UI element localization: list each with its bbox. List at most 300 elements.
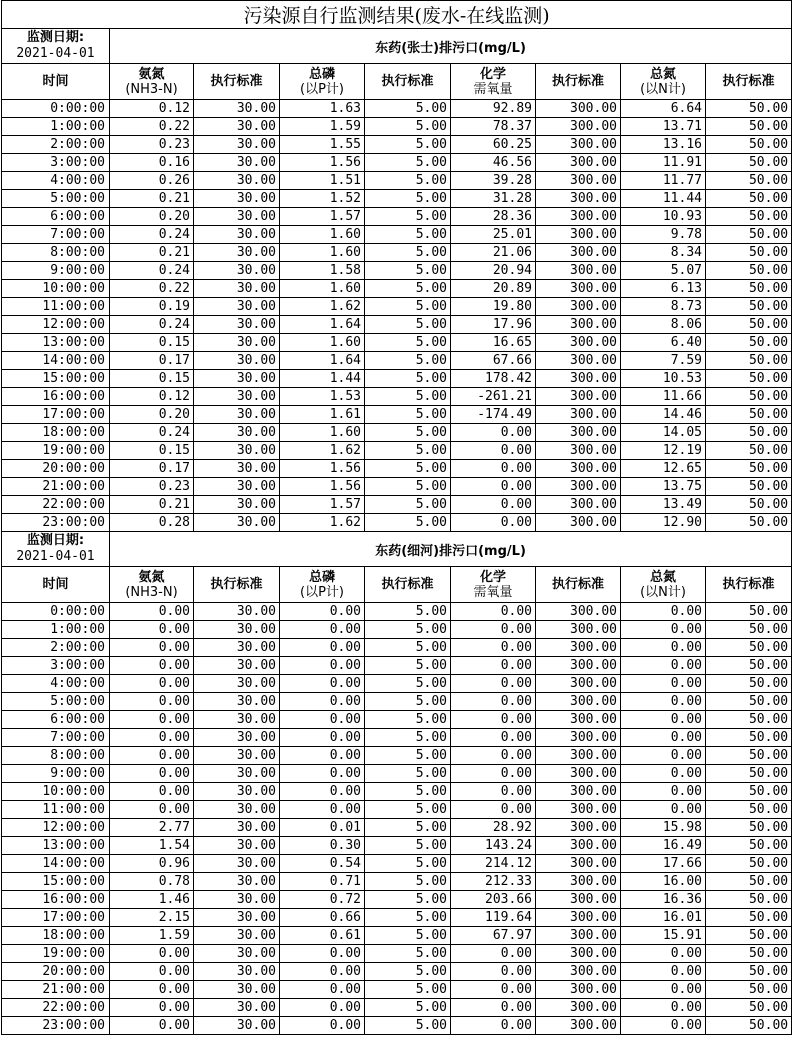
total-p-cell: 0.00 bbox=[280, 603, 365, 621]
nh3n-cell: 0.17 bbox=[110, 352, 194, 370]
table-row bbox=[2, 711, 792, 729]
total-n-standard-cell: 50.00 bbox=[706, 190, 792, 208]
table-row bbox=[2, 100, 792, 118]
column-header-line2: (以N计) bbox=[640, 584, 686, 600]
time-cell: 7:00:00 bbox=[2, 226, 110, 244]
total-p-standard-cell: 5.00 bbox=[365, 496, 451, 514]
cod-standard-cell: 300.00 bbox=[536, 262, 621, 280]
time-cell: 8:00:00 bbox=[2, 244, 110, 262]
time-cell: 18:00:00 bbox=[2, 424, 110, 442]
total-n-standard-cell: 50.00 bbox=[706, 280, 792, 298]
time-cell: 9:00:00 bbox=[2, 262, 110, 280]
nh3n-standard-cell: 30.00 bbox=[194, 334, 280, 352]
nh3n-cell: 0.22 bbox=[110, 118, 194, 136]
time-cell: 16:00:00 bbox=[2, 388, 110, 406]
table-row bbox=[2, 136, 792, 154]
cod-cell: 0.00 bbox=[451, 693, 536, 711]
cod-standard-cell: 300.00 bbox=[536, 693, 621, 711]
total-p-standard-cell: 5.00 bbox=[365, 298, 451, 316]
table-row bbox=[2, 891, 792, 909]
total-n-standard-cell: 50.00 bbox=[706, 657, 792, 675]
nh3n-cell: 0.12 bbox=[110, 388, 194, 406]
total-n-cell: 12.65 bbox=[621, 460, 706, 478]
cod-standard-cell: 300.00 bbox=[536, 370, 621, 388]
outlet-name: 东药(细河)排污口(mg/L) bbox=[110, 532, 792, 567]
total-n-cell: 14.46 bbox=[621, 406, 706, 424]
total-n-cell: 13.75 bbox=[621, 478, 706, 496]
nh3n-standard-cell: 30.00 bbox=[194, 298, 280, 316]
total-p-cell: 1.62 bbox=[280, 298, 365, 316]
cod-standard-cell: 300.00 bbox=[536, 190, 621, 208]
total-n-standard-cell: 50.00 bbox=[706, 1017, 792, 1035]
nh3n-standard-cell: 30.00 bbox=[194, 1017, 280, 1035]
total-p-standard-cell: 5.00 bbox=[365, 370, 451, 388]
total-p-standard-cell: 5.00 bbox=[365, 100, 451, 118]
table-row bbox=[2, 819, 792, 837]
column-header-nh3n bbox=[110, 64, 194, 100]
monitoring-date-value: 2021-04-01 bbox=[16, 46, 95, 61]
column-header-line1: 时间 bbox=[42, 74, 69, 89]
total-n-cell: 11.66 bbox=[621, 388, 706, 406]
cod-standard-cell: 300.00 bbox=[536, 639, 621, 657]
cod-cell: 39.28 bbox=[451, 172, 536, 190]
time-cell: 0:00:00 bbox=[2, 603, 110, 621]
total-n-standard-cell: 50.00 bbox=[706, 747, 792, 765]
total-p-cell: 0.54 bbox=[280, 855, 365, 873]
cod-standard-cell: 300.00 bbox=[536, 909, 621, 927]
time-cell: 6:00:00 bbox=[2, 711, 110, 729]
nh3n-standard-cell: 30.00 bbox=[194, 136, 280, 154]
time-cell: 3:00:00 bbox=[2, 154, 110, 172]
nh3n-standard-cell: 30.00 bbox=[194, 406, 280, 424]
column-header-line2: (NH3-N) bbox=[125, 81, 178, 97]
table-row bbox=[2, 855, 792, 873]
total-p-cell: 1.58 bbox=[280, 262, 365, 280]
total-n-cell: 13.49 bbox=[621, 496, 706, 514]
table-row bbox=[2, 514, 792, 532]
cod-cell: -261.21 bbox=[451, 388, 536, 406]
nh3n-standard-cell: 30.00 bbox=[194, 460, 280, 478]
total-p-cell: 1.56 bbox=[280, 460, 365, 478]
column-header-nh3n bbox=[110, 567, 194, 603]
total-p-cell: 0.66 bbox=[280, 909, 365, 927]
total-n-cell: 10.93 bbox=[621, 208, 706, 226]
nh3n-standard-cell: 30.00 bbox=[194, 316, 280, 334]
column-header-total-n-standard bbox=[706, 567, 792, 603]
cod-cell: 60.25 bbox=[451, 136, 536, 154]
total-p-standard-cell: 5.00 bbox=[365, 711, 451, 729]
total-n-cell: 6.64 bbox=[621, 100, 706, 118]
nh3n-cell: 0.26 bbox=[110, 172, 194, 190]
column-header-nh3n-standard bbox=[194, 64, 280, 100]
cod-cell: 46.56 bbox=[451, 154, 536, 172]
total-n-standard-cell: 50.00 bbox=[706, 262, 792, 280]
total-n-standard-cell: 50.00 bbox=[706, 406, 792, 424]
column-header-cod-standard bbox=[536, 567, 621, 603]
column-header-line1: 总氮 bbox=[649, 66, 676, 82]
total-p-cell: 1.56 bbox=[280, 478, 365, 496]
cod-cell: 28.92 bbox=[451, 819, 536, 837]
nh3n-standard-cell: 30.00 bbox=[194, 100, 280, 118]
cod-standard-cell: 300.00 bbox=[536, 208, 621, 226]
total-n-standard-cell: 50.00 bbox=[706, 208, 792, 226]
table-row bbox=[2, 370, 792, 388]
column-header-line1: 时间 bbox=[42, 577, 69, 592]
total-p-cell: 0.00 bbox=[280, 711, 365, 729]
total-n-cell: 6.13 bbox=[621, 280, 706, 298]
cod-standard-cell: 300.00 bbox=[536, 855, 621, 873]
cod-standard-cell: 300.00 bbox=[536, 1017, 621, 1035]
cod-standard-cell: 300.00 bbox=[536, 136, 621, 154]
total-n-cell: 14.05 bbox=[621, 424, 706, 442]
table-row bbox=[2, 478, 792, 496]
nh3n-standard-cell: 30.00 bbox=[194, 190, 280, 208]
time-cell: 14:00:00 bbox=[2, 855, 110, 873]
cod-standard-cell: 300.00 bbox=[536, 711, 621, 729]
cod-cell: 0.00 bbox=[451, 424, 536, 442]
column-header-cod-standard bbox=[536, 64, 621, 100]
column-header-line1: 执行标准 bbox=[722, 74, 775, 89]
title-row bbox=[2, 1, 792, 29]
table-row bbox=[2, 927, 792, 945]
cod-cell: 19.80 bbox=[451, 298, 536, 316]
total-n-cell: 0.00 bbox=[621, 945, 706, 963]
cod-cell: 0.00 bbox=[451, 1017, 536, 1035]
nh3n-cell: 0.00 bbox=[110, 765, 194, 783]
nh3n-cell: 0.00 bbox=[110, 1017, 194, 1035]
total-n-standard-cell: 50.00 bbox=[706, 819, 792, 837]
total-p-cell: 0.00 bbox=[280, 693, 365, 711]
column-header-line2: (以P计) bbox=[300, 81, 344, 97]
cod-cell: 0.00 bbox=[451, 711, 536, 729]
table-row bbox=[2, 729, 792, 747]
nh3n-cell: 0.00 bbox=[110, 999, 194, 1017]
table-row bbox=[2, 154, 792, 172]
nh3n-standard-cell: 30.00 bbox=[194, 496, 280, 514]
nh3n-standard-cell: 30.00 bbox=[194, 388, 280, 406]
table-row bbox=[2, 693, 792, 711]
total-n-cell: 7.59 bbox=[621, 352, 706, 370]
nh3n-cell: 0.00 bbox=[110, 801, 194, 819]
nh3n-standard-cell: 30.00 bbox=[194, 280, 280, 298]
nh3n-standard-cell: 30.00 bbox=[194, 639, 280, 657]
table-row bbox=[2, 945, 792, 963]
nh3n-cell: 2.15 bbox=[110, 909, 194, 927]
monitoring-date-label: 监测日期: bbox=[26, 30, 85, 45]
total-p-cell: 1.60 bbox=[280, 280, 365, 298]
column-header-total-n-standard bbox=[706, 64, 792, 100]
total-p-cell: 0.00 bbox=[280, 747, 365, 765]
table-row bbox=[2, 747, 792, 765]
total-p-standard-cell: 5.00 bbox=[365, 981, 451, 999]
nh3n-cell: 0.28 bbox=[110, 514, 194, 532]
total-n-cell: 12.19 bbox=[621, 442, 706, 460]
cod-cell: 0.00 bbox=[451, 603, 536, 621]
cod-standard-cell: 300.00 bbox=[536, 172, 621, 190]
cod-cell: 0.00 bbox=[451, 639, 536, 657]
total-p-cell: 0.01 bbox=[280, 819, 365, 837]
table-row bbox=[2, 1017, 792, 1035]
time-cell: 11:00:00 bbox=[2, 801, 110, 819]
cod-standard-cell: 300.00 bbox=[536, 316, 621, 334]
cod-cell: 143.24 bbox=[451, 837, 536, 855]
cod-cell: 0.00 bbox=[451, 675, 536, 693]
nh3n-standard-cell: 30.00 bbox=[194, 765, 280, 783]
total-p-standard-cell: 5.00 bbox=[365, 406, 451, 424]
total-n-cell: 15.91 bbox=[621, 927, 706, 945]
total-n-standard-cell: 50.00 bbox=[706, 963, 792, 981]
total-n-cell: 0.00 bbox=[621, 711, 706, 729]
total-p-standard-cell: 5.00 bbox=[365, 891, 451, 909]
column-header-line1: 总磷 bbox=[308, 569, 335, 585]
total-p-standard-cell: 5.00 bbox=[365, 765, 451, 783]
cod-cell: 20.94 bbox=[451, 262, 536, 280]
cod-standard-cell: 300.00 bbox=[536, 801, 621, 819]
table-row bbox=[2, 873, 792, 891]
section-header-row bbox=[2, 532, 792, 567]
total-p-standard-cell: 5.00 bbox=[365, 280, 451, 298]
nh3n-standard-cell: 30.00 bbox=[194, 747, 280, 765]
time-cell: 6:00:00 bbox=[2, 208, 110, 226]
total-p-cell: 1.61 bbox=[280, 406, 365, 424]
nh3n-cell: 0.20 bbox=[110, 406, 194, 424]
column-header-line1: 执行标准 bbox=[551, 74, 604, 89]
time-cell: 19:00:00 bbox=[2, 442, 110, 460]
total-p-standard-cell: 5.00 bbox=[365, 334, 451, 352]
column-header-line1: 执行标准 bbox=[210, 577, 263, 592]
table-row bbox=[2, 639, 792, 657]
total-n-standard-cell: 50.00 bbox=[706, 837, 792, 855]
cod-cell: 92.89 bbox=[451, 100, 536, 118]
cod-standard-cell: 300.00 bbox=[536, 100, 621, 118]
nh3n-standard-cell: 30.00 bbox=[194, 981, 280, 999]
total-p-standard-cell: 5.00 bbox=[365, 154, 451, 172]
cod-cell: 67.97 bbox=[451, 927, 536, 945]
table-row bbox=[2, 208, 792, 226]
column-header-line1: 总磷 bbox=[308, 66, 335, 82]
total-p-standard-cell: 5.00 bbox=[365, 855, 451, 873]
total-p-cell: 1.59 bbox=[280, 118, 365, 136]
time-cell: 14:00:00 bbox=[2, 352, 110, 370]
total-n-cell: 13.71 bbox=[621, 118, 706, 136]
column-header-nh3n-standard bbox=[194, 567, 280, 603]
cod-cell: 0.00 bbox=[451, 460, 536, 478]
nh3n-standard-cell: 30.00 bbox=[194, 603, 280, 621]
nh3n-cell: 2.77 bbox=[110, 819, 194, 837]
nh3n-standard-cell: 30.00 bbox=[194, 424, 280, 442]
total-p-cell: 0.00 bbox=[280, 729, 365, 747]
total-p-standard-cell: 5.00 bbox=[365, 244, 451, 262]
total-n-standard-cell: 50.00 bbox=[706, 729, 792, 747]
nh3n-standard-cell: 30.00 bbox=[194, 370, 280, 388]
total-p-standard-cell: 5.00 bbox=[365, 693, 451, 711]
nh3n-cell: 0.96 bbox=[110, 855, 194, 873]
total-n-standard-cell: 50.00 bbox=[706, 765, 792, 783]
column-header-line2: (以N计) bbox=[640, 81, 686, 97]
time-cell: 17:00:00 bbox=[2, 406, 110, 424]
time-cell: 22:00:00 bbox=[2, 999, 110, 1017]
total-n-standard-cell: 50.00 bbox=[706, 496, 792, 514]
nh3n-standard-cell: 30.00 bbox=[194, 226, 280, 244]
cod-cell: 25.01 bbox=[451, 226, 536, 244]
total-n-standard-cell: 50.00 bbox=[706, 424, 792, 442]
time-cell: 23:00:00 bbox=[2, 514, 110, 532]
nh3n-standard-cell: 30.00 bbox=[194, 154, 280, 172]
cod-standard-cell: 300.00 bbox=[536, 298, 621, 316]
total-p-cell: 0.00 bbox=[280, 981, 365, 999]
cod-cell: 0.00 bbox=[451, 801, 536, 819]
column-header-total-n bbox=[621, 64, 706, 100]
total-n-standard-cell: 50.00 bbox=[706, 478, 792, 496]
cod-standard-cell: 300.00 bbox=[536, 406, 621, 424]
time-cell: 1:00:00 bbox=[2, 621, 110, 639]
total-p-cell: 1.57 bbox=[280, 496, 365, 514]
time-cell: 7:00:00 bbox=[2, 729, 110, 747]
total-n-standard-cell: 50.00 bbox=[706, 316, 792, 334]
time-cell: 23:00:00 bbox=[2, 1017, 110, 1035]
time-cell: 18:00:00 bbox=[2, 927, 110, 945]
cod-standard-cell: 300.00 bbox=[536, 819, 621, 837]
total-n-cell: 11.91 bbox=[621, 154, 706, 172]
time-cell: 5:00:00 bbox=[2, 693, 110, 711]
total-p-standard-cell: 5.00 bbox=[365, 208, 451, 226]
total-n-standard-cell: 50.00 bbox=[706, 639, 792, 657]
total-n-cell: 0.00 bbox=[621, 963, 706, 981]
total-n-cell: 0.00 bbox=[621, 999, 706, 1017]
total-n-standard-cell: 50.00 bbox=[706, 909, 792, 927]
nh3n-cell: 0.00 bbox=[110, 945, 194, 963]
table-row bbox=[2, 316, 792, 334]
total-p-cell: 0.72 bbox=[280, 891, 365, 909]
total-n-standard-cell: 50.00 bbox=[706, 999, 792, 1017]
nh3n-standard-cell: 30.00 bbox=[194, 244, 280, 262]
total-p-cell: 1.64 bbox=[280, 316, 365, 334]
nh3n-standard-cell: 30.00 bbox=[194, 783, 280, 801]
cod-standard-cell: 300.00 bbox=[536, 963, 621, 981]
total-n-cell: 6.40 bbox=[621, 334, 706, 352]
total-n-standard-cell: 50.00 bbox=[706, 118, 792, 136]
nh3n-cell: 0.78 bbox=[110, 873, 194, 891]
table-row bbox=[2, 352, 792, 370]
total-p-standard-cell: 5.00 bbox=[365, 945, 451, 963]
total-n-standard-cell: 50.00 bbox=[706, 514, 792, 532]
time-cell: 16:00:00 bbox=[2, 891, 110, 909]
time-cell: 15:00:00 bbox=[2, 370, 110, 388]
monitoring-report-table bbox=[1, 0, 792, 1035]
nh3n-cell: 0.19 bbox=[110, 298, 194, 316]
nh3n-cell: 0.00 bbox=[110, 603, 194, 621]
total-n-standard-cell: 50.00 bbox=[706, 352, 792, 370]
total-p-cell: 1.51 bbox=[280, 172, 365, 190]
cod-standard-cell: 300.00 bbox=[536, 460, 621, 478]
monitoring-date-cell bbox=[2, 532, 110, 567]
cod-standard-cell: 300.00 bbox=[536, 334, 621, 352]
nh3n-standard-cell: 30.00 bbox=[194, 945, 280, 963]
total-p-cell: 1.53 bbox=[280, 388, 365, 406]
total-p-cell: 0.00 bbox=[280, 999, 365, 1017]
total-p-standard-cell: 5.00 bbox=[365, 873, 451, 891]
table-row bbox=[2, 765, 792, 783]
nh3n-cell: 0.00 bbox=[110, 711, 194, 729]
total-n-cell: 0.00 bbox=[621, 981, 706, 999]
total-n-standard-cell: 50.00 bbox=[706, 891, 792, 909]
total-n-standard-cell: 50.00 bbox=[706, 873, 792, 891]
cod-cell: 0.00 bbox=[451, 621, 536, 639]
total-n-standard-cell: 50.00 bbox=[706, 621, 792, 639]
nh3n-standard-cell: 30.00 bbox=[194, 873, 280, 891]
total-n-cell: 8.34 bbox=[621, 244, 706, 262]
nh3n-cell: 0.24 bbox=[110, 226, 194, 244]
time-cell: 12:00:00 bbox=[2, 819, 110, 837]
time-cell: 22:00:00 bbox=[2, 496, 110, 514]
cod-standard-cell: 300.00 bbox=[536, 226, 621, 244]
total-n-standard-cell: 50.00 bbox=[706, 927, 792, 945]
column-header-line1: 执行标准 bbox=[210, 74, 263, 89]
total-p-standard-cell: 5.00 bbox=[365, 783, 451, 801]
total-p-standard-cell: 5.00 bbox=[365, 136, 451, 154]
nh3n-cell: 0.00 bbox=[110, 693, 194, 711]
table-row bbox=[2, 621, 792, 639]
column-header-cod bbox=[451, 567, 536, 603]
nh3n-standard-cell: 30.00 bbox=[194, 172, 280, 190]
column-header-line1: 执行标准 bbox=[381, 74, 434, 89]
total-n-standard-cell: 50.00 bbox=[706, 693, 792, 711]
total-p-cell: 0.00 bbox=[280, 675, 365, 693]
table-row bbox=[2, 496, 792, 514]
cod-cell: 0.00 bbox=[451, 729, 536, 747]
nh3n-standard-cell: 30.00 bbox=[194, 118, 280, 136]
cod-standard-cell: 300.00 bbox=[536, 154, 621, 172]
table-row bbox=[2, 262, 792, 280]
total-n-standard-cell: 50.00 bbox=[706, 388, 792, 406]
cod-standard-cell: 300.00 bbox=[536, 765, 621, 783]
total-p-standard-cell: 5.00 bbox=[365, 621, 451, 639]
nh3n-cell: 0.23 bbox=[110, 136, 194, 154]
nh3n-standard-cell: 30.00 bbox=[194, 999, 280, 1017]
outlet-name: 东药(张士)排污口(mg/L) bbox=[110, 29, 792, 64]
total-n-cell: 0.00 bbox=[621, 639, 706, 657]
cod-standard-cell: 300.00 bbox=[536, 280, 621, 298]
cod-standard-cell: 300.00 bbox=[536, 514, 621, 532]
column-header-total-p bbox=[280, 567, 365, 603]
section-header-row bbox=[2, 29, 792, 64]
total-p-cell: 0.30 bbox=[280, 837, 365, 855]
total-p-cell: 0.00 bbox=[280, 657, 365, 675]
cod-cell: 20.89 bbox=[451, 280, 536, 298]
total-n-cell: 0.00 bbox=[621, 693, 706, 711]
nh3n-standard-cell: 30.00 bbox=[194, 909, 280, 927]
total-n-standard-cell: 50.00 bbox=[706, 801, 792, 819]
total-n-standard-cell: 50.00 bbox=[706, 442, 792, 460]
cod-standard-cell: 300.00 bbox=[536, 118, 621, 136]
column-header-line1: 总氮 bbox=[649, 569, 676, 585]
cod-standard-cell: 300.00 bbox=[536, 352, 621, 370]
total-p-standard-cell: 5.00 bbox=[365, 172, 451, 190]
nh3n-standard-cell: 30.00 bbox=[194, 855, 280, 873]
nh3n-cell: 0.24 bbox=[110, 424, 194, 442]
total-p-cell: 1.44 bbox=[280, 370, 365, 388]
total-n-cell: 16.49 bbox=[621, 837, 706, 855]
total-n-standard-cell: 50.00 bbox=[706, 154, 792, 172]
total-n-cell: 17.66 bbox=[621, 855, 706, 873]
nh3n-cell: 0.00 bbox=[110, 657, 194, 675]
total-n-cell: 12.90 bbox=[621, 514, 706, 532]
time-cell: 10:00:00 bbox=[2, 280, 110, 298]
total-p-standard-cell: 5.00 bbox=[365, 1017, 451, 1035]
column-header-line2: 需氧量 bbox=[473, 81, 513, 97]
total-n-cell: 0.00 bbox=[621, 801, 706, 819]
total-p-standard-cell: 5.00 bbox=[365, 388, 451, 406]
